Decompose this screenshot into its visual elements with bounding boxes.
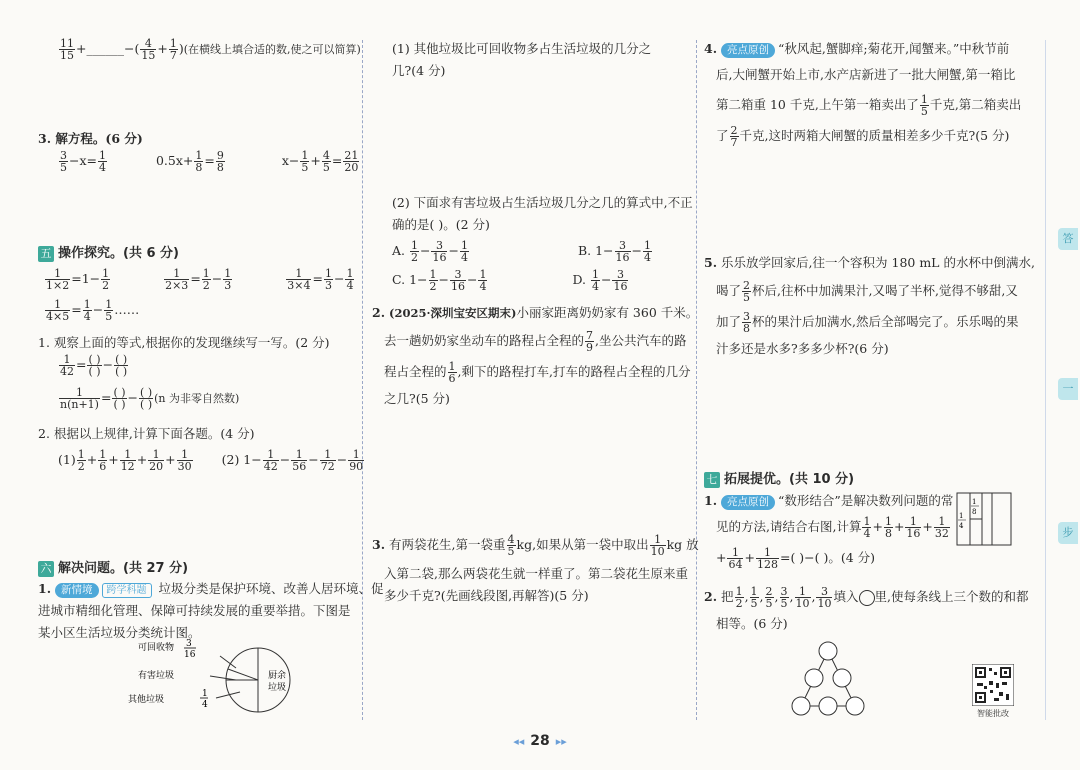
question-text: 2. 根据以上规律,计算下面各题。(4 分) bbox=[38, 426, 255, 441]
q6-1-garbage: 1. 新情境 跨学科题 垃圾分类是保护环境、改善人居环境、促 进城市精细化管理、保障可持续发展的重要举措。下图是 某小区生活垃圾分类统计图。 bbox=[38, 581, 384, 640]
leader-line bbox=[220, 656, 236, 668]
section-title: 拓展提优。(共 10 分) bbox=[724, 472, 855, 487]
right-column bbox=[704, 0, 1034, 730]
section-7-header bbox=[704, 468, 854, 488]
new-context-tag: 新情境 bbox=[55, 583, 99, 598]
page-footer bbox=[0, 733, 1080, 749]
svg-text:8: 8 bbox=[972, 508, 977, 516]
triangle-circle-diagram bbox=[790, 640, 866, 718]
side-tab[interactable]: 一 bbox=[1058, 378, 1078, 400]
q7-2-circles: 2. 把 $\frac{1}{2}$ , $\frac{1}{5}$ , $\frac{2}{5}$ , $\frac{3}{5}$ , $\frac{1}{10}$ , $\frac{3}{10}$ 填入 里,使每条线上三个数的和都 相等。(6 分) bbox=[704, 585, 1029, 631]
pie-label-kitchen: 垃圾 bbox=[268, 683, 287, 693]
prev-arrow-icon: ◂◂ bbox=[513, 735, 525, 748]
qr-caption: 智能批改 bbox=[977, 709, 1009, 718]
blank-circle bbox=[819, 642, 837, 660]
question-label: 3. 解方程。(6 分) bbox=[38, 131, 143, 146]
area-model-diagram bbox=[956, 492, 1014, 548]
column-divider bbox=[696, 40, 697, 720]
simplify-question: $\frac{11}{15}$ +______−( $\frac{4}{15}$ + $\frac{1}{7}$ )(在横线上填合适的数,使之可以简算) bbox=[60, 37, 361, 62]
q2-calculate: 2. 根据以上规律,计算下面各题。(4 分) (1) $\frac{1}{2}$ + $\frac{1}{6}$ + $\frac{1}{12}$ + $\frac{1}{20}$ + $\frac{1}{30}$ (2) 1− $\frac{1}{42}$ − $\frac{1}{56}$ − $\frac{1}{72}$ − $\frac{1}{90}$ bbox=[38, 423, 365, 472]
original-tag: 亮点原创 bbox=[721, 495, 775, 510]
section-number-badge: 五 bbox=[38, 246, 54, 262]
q1-observe: 1. 观察上面的等式,根据你的发现继续写一写。(2 分) $\frac{1}{42}$ = ( ) ( ) − ( ) ( ) $\frac{1}{n(n+1)}$ = ( ) ( ) − ( ) ( ) (n 为非零自然数) bbox=[38, 332, 330, 410]
pie-value: 16 bbox=[184, 650, 196, 660]
section-5-header bbox=[38, 242, 179, 262]
pie-label-kitchen: 厨余 bbox=[268, 671, 287, 681]
side-tab[interactable]: 步 bbox=[1058, 522, 1078, 544]
garbage-pie-chart bbox=[128, 638, 358, 716]
blank-circle bbox=[792, 697, 810, 715]
pie-label-harmful: 有害垃圾 bbox=[138, 671, 175, 681]
q3-peanuts: 3. 有两袋花生,第一袋重 $\frac{4}{5}$ kg,如果从第一袋中取出 $\frac{1}{10}$ kg 放 入第二袋,那么两袋花生就一样重了。第二袋花生原来重 多少千克?(先画线段图,再解答)(5 分) bbox=[372, 533, 699, 603]
qr-code-block[interactable] bbox=[970, 664, 1016, 719]
column-divider bbox=[362, 40, 363, 720]
section-number-badge: 六 bbox=[38, 561, 54, 577]
margin-rule bbox=[1045, 40, 1046, 720]
pie-value: 1 bbox=[202, 689, 208, 699]
section-title: 操作探究。(共 6 分) bbox=[58, 246, 179, 261]
original-tag: 亮点原创 bbox=[721, 43, 775, 58]
side-tab[interactable]: 答 bbox=[1058, 228, 1078, 250]
middle-column bbox=[372, 0, 699, 730]
blank-circle bbox=[846, 697, 864, 715]
circle-icon bbox=[859, 590, 875, 606]
blank-circle bbox=[805, 669, 823, 687]
q4-crabs: 4. 亮点原创 “秋风起,蟹脚痒;菊花开,闻蟹来。”中秋节前 后,大闸蟹开始上市,水产店新进了一批大闸蟹,第一箱比 第二箱重 10 千克,上午第一箱卖出了 $\frac{1}{5}$ 千克,第二箱卖出 了 $\frac{2}{7}$ 千克,这时两箱大闸蟹的质量相差多少千克?(5 分) bbox=[704, 41, 1022, 149]
pie-label-recyclable: 可回收物 bbox=[138, 643, 175, 653]
section-6-header bbox=[38, 557, 188, 577]
sub-q2: (2) 下面求有害垃圾占生活垃圾几分之几的算式中,不正 确的是( )。(2 分) A. $\frac{1}{2}$ − $\frac{3}{16}$ − $\frac{1}{4}$ B. 1− $\frac{3}{16}$ − $\frac{1}{4}$ C. 1− $\frac{1}{2}$ − $\frac{3}{16}$ − $\frac{1}{4}$ D. $\frac{1}{4}$ − $\frac{3}{16}$ bbox=[392, 195, 693, 293]
svg-text:4: 4 bbox=[959, 522, 964, 530]
left-column bbox=[38, 0, 384, 730]
question-text: 1. 观察上面的等式,根据你的发现继续写一写。(2 分) bbox=[38, 335, 330, 350]
q7-1-series: 1. 亮点原创 “数形结合”是解决数列问题的常 见的方法,请结合右图,计算 $\frac{1}{4}$ + $\frac{1}{8}$ + $\frac{1}{16}$ + $\frac{1}{32}$ + $\frac{1}{64}$ + $\frac{1}{128}$ =( )−( )。(4 分) bbox=[704, 493, 954, 571]
blank-circle bbox=[833, 669, 851, 687]
next-arrow-icon: ▸▸ bbox=[555, 735, 567, 748]
svg-text:1: 1 bbox=[959, 512, 964, 520]
cross-subject-tag: 跨学科题 bbox=[102, 583, 152, 598]
pie-value: 4 bbox=[202, 700, 208, 710]
pie-value: 3 bbox=[186, 639, 192, 649]
svg-text:1: 1 bbox=[972, 498, 977, 506]
pie-slice-edge bbox=[228, 669, 258, 680]
sub-q1: (1) 其他垃圾比可回收物多占生活垃圾的几分之 几?(4 分) bbox=[392, 41, 652, 78]
blank-circle bbox=[819, 697, 837, 715]
pie-label-other: 其他垃圾 bbox=[128, 695, 165, 705]
section-title: 解决问题。(共 27 分) bbox=[58, 561, 189, 576]
q5-juice: 5. 乐乐放学回家后,往一个容积为 180 mL 的水杯中倒满水, 喝了 $\frac{2}{5}$ 杯后,往杯中加满果汁,又喝了半杯,觉得不够甜,又 加了 $\frac{3}{8}$ 杯的果汁后加满水,然后全部喝完了。乐乐喝的果 汁多还是水多?多多少杯?(6 分) bbox=[704, 255, 1035, 356]
qr-code-icon[interactable] bbox=[972, 664, 1014, 706]
q2-grandma-trip: 2. (2025·深圳宝安区期末)小丽家距离奶奶家有 360 千米。 去一趟奶奶家坐动车的路程占全程的 $\frac{7}{9}$ ,坐公共汽车的路 程占全程的 $\frac{1}{6}$ ,剩下的路程打车,打车的路程占全程的几分 之几?(5 分) bbox=[372, 305, 699, 406]
pattern-equations: $\frac{1}{1\times 2}$ =1− $\frac{1}{2}$ $\frac{1}{2\times 3}$ = $\frac{1}{2}$ − $\frac{1}{3}$ $\frac{1}{3\times 4}$ = $\frac{1}{3}$ − $\frac{1}{4}$ $\frac{1}{4\times 5}$ = $\frac{1}{4}$ − $\frac{1}{5}$ …… bbox=[46, 267, 354, 323]
leader-line bbox=[210, 676, 236, 680]
section-number-badge: 七 bbox=[704, 472, 720, 488]
fraction: $\frac{11}{15}$ bbox=[60, 37, 74, 62]
page-number: 28 bbox=[530, 733, 550, 749]
q3-solve-equations: 3. 解方程。(6 分) $\frac{3}{5}$ −x= $\frac{1}{4}$ 0.5x+ $\frac{1}{8}$ = $\frac{9}{8}$ x− $\frac{1}{5}$ + $\frac{4}{5}$ = $\frac{21}{20}$ bbox=[38, 128, 360, 173]
leader-line bbox=[216, 692, 240, 698]
